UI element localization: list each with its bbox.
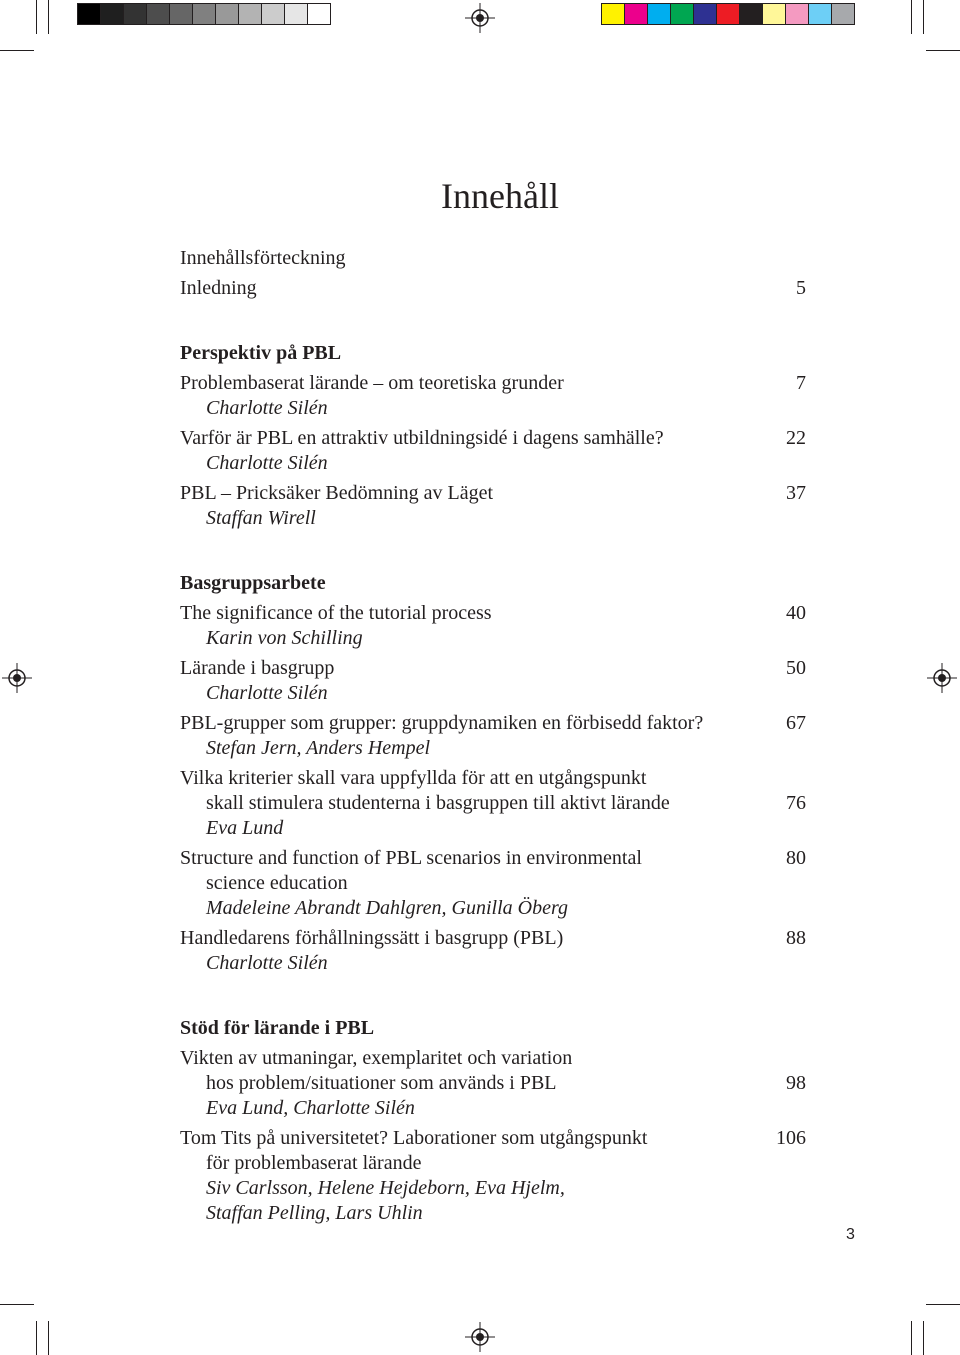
- color-bar: [601, 3, 854, 29]
- entry-title-line: [180, 481, 806, 506]
- entry-page: 40: [786, 602, 806, 624]
- entry-author: Charlotte Silén: [206, 682, 328, 704]
- registration-mark-icon: [465, 1322, 495, 1352]
- entry-title-line: [180, 871, 806, 896]
- toc-entry: [180, 711, 806, 761]
- crop-mark: [48, 1321, 49, 1355]
- entry-title-line: [180, 711, 806, 736]
- entry-title: PBL – Pricksäker Bedömning av Läget: [180, 482, 494, 504]
- toc-entry: [180, 656, 806, 706]
- page-number: 3: [846, 1226, 855, 1243]
- toc-entry: [180, 276, 806, 301]
- entry-title-line: [180, 926, 806, 951]
- toc-entry: [180, 426, 806, 476]
- crop-mark: [911, 0, 912, 34]
- crop-mark: [926, 1304, 960, 1305]
- entry-author: Stefan Jern, Anders Hempel: [206, 737, 431, 759]
- color-swatch: [261, 3, 285, 25]
- entry-page: 50: [786, 657, 806, 679]
- spacer: [180, 306, 806, 341]
- entry-title: Varför är PBL en attraktiv utbildningsidé i dagens samhälle?: [180, 427, 664, 449]
- entry-author: Staffan Wirell: [206, 507, 316, 529]
- color-swatch: [284, 3, 308, 25]
- entry-author: Charlotte Silén: [206, 397, 328, 419]
- registration-mark-icon: [927, 663, 957, 693]
- entry-page: 106: [776, 1127, 806, 1149]
- entry-page: 76: [786, 792, 806, 814]
- crop-mark: [923, 1321, 924, 1355]
- color-swatch: [808, 3, 832, 25]
- entry-title: science education: [206, 872, 348, 894]
- color-swatch: [215, 3, 239, 25]
- entry-title-line: [180, 601, 806, 626]
- crop-mark: [923, 0, 924, 34]
- entry-title: The significance of the tutorial process: [180, 602, 492, 624]
- color-swatch: [601, 3, 625, 25]
- crop-mark: [0, 1304, 34, 1305]
- section-heading: Basgruppsarbete: [180, 572, 326, 594]
- crop-mark: [36, 1321, 37, 1355]
- toc-entry: [180, 1046, 806, 1121]
- entry-page: 5: [796, 277, 806, 299]
- entry-title: Lärande i basgrupp: [180, 657, 335, 679]
- entry-title-line: [180, 846, 806, 871]
- color-swatch: [146, 3, 170, 25]
- entry-author: Eva Lund, Charlotte Silén: [206, 1097, 415, 1119]
- toc-entry: [180, 1126, 806, 1226]
- color-swatch: [831, 3, 855, 25]
- entry-page: 67: [786, 712, 806, 734]
- entry-author: Eva Lund: [206, 817, 284, 839]
- entry-title: PBL-grupper som grupper: gruppdynamiken en förbisedd faktor?: [180, 712, 704, 734]
- entry-title: hos problem/situationer som används i PBL: [206, 1072, 557, 1094]
- entry-title: Vilka kriterier skall vara uppfyllda för att en utgångspunkt: [180, 767, 647, 789]
- entry-title-line: [180, 1126, 806, 1151]
- entry-author: Charlotte Silén: [206, 952, 328, 974]
- section-heading: Stöd för lärande i PBL: [180, 1017, 375, 1039]
- toc-entry: [180, 246, 806, 271]
- entry-page: 98: [786, 1072, 806, 1094]
- color-swatch: [169, 3, 193, 25]
- toc-entry: [180, 601, 806, 651]
- spacer: [180, 981, 806, 1016]
- color-swatch: [670, 3, 694, 25]
- entry-title-line: [180, 1071, 806, 1096]
- entry-author: Karin von Schilling: [206, 627, 363, 649]
- entry-page: 22: [786, 427, 806, 449]
- entry-title-line: [180, 656, 806, 681]
- crop-mark: [911, 1321, 912, 1355]
- crop-mark: [36, 0, 37, 34]
- entry-author: Madeleine Abrandt Dahlgren, Gunilla Öberg: [206, 897, 568, 919]
- color-swatch: [785, 3, 809, 25]
- color-swatch: [238, 3, 262, 25]
- toc-entry: [180, 481, 806, 531]
- spacer: [180, 536, 806, 571]
- entry-title: Problembaserat lärande – om teoretiska grunder: [180, 372, 564, 394]
- entry-title: skall stimulera studenterna i basgruppen till aktivt lärande: [206, 792, 670, 814]
- color-swatch: [624, 3, 648, 25]
- entry-title-line: [180, 791, 806, 816]
- toc-entry: [180, 926, 806, 976]
- toc-entry: [180, 846, 806, 921]
- entry-title: Handledarens förhållningssätt i basgrupp (PBL): [180, 927, 564, 949]
- entry-title: Structure and function of PBL scenarios in environmental: [180, 847, 642, 869]
- entry-title-line: [180, 1151, 806, 1176]
- entry-author: Staffan Pelling, Lars Uhlin: [206, 1202, 423, 1224]
- table-of-contents: [180, 246, 806, 1231]
- entry-title: Inledning: [180, 277, 257, 299]
- entry-page: 37: [786, 482, 806, 504]
- color-swatch: [693, 3, 717, 25]
- page-title: Innehåll: [441, 176, 559, 216]
- color-swatch: [307, 3, 331, 25]
- crop-mark: [48, 0, 49, 34]
- color-swatch: [647, 3, 671, 25]
- entry-page: 88: [786, 927, 806, 949]
- toc-entry: [180, 371, 806, 421]
- entry-title: Vikten av utmaningar, exemplaritet och variation: [180, 1047, 573, 1069]
- entry-page: 80: [786, 847, 806, 869]
- entry-title-line: [180, 1046, 806, 1071]
- grayscale-bar: [77, 3, 330, 29]
- color-swatch: [77, 3, 101, 25]
- section-heading: Perspektiv på PBL: [180, 342, 342, 364]
- crop-mark: [0, 50, 34, 51]
- entry-title: Tom Tits på universitetet? Laborationer som utgångspunkt: [180, 1127, 648, 1149]
- entry-title-line: [180, 371, 806, 396]
- toc-entry: [180, 766, 806, 841]
- color-swatch: [716, 3, 740, 25]
- entry-page: 7: [796, 372, 806, 394]
- entry-title-line: [180, 766, 806, 791]
- crop-mark: [926, 50, 960, 51]
- entry-title: för problembaserat lärande: [206, 1152, 422, 1174]
- entry-title: Innehållsförteckning: [180, 247, 346, 269]
- color-swatch: [123, 3, 147, 25]
- registration-mark-icon: [2, 663, 32, 693]
- entry-title-line: [180, 426, 806, 451]
- color-swatch: [192, 3, 216, 25]
- color-swatch: [739, 3, 763, 25]
- color-swatch: [762, 3, 786, 25]
- entry-author: Charlotte Silén: [206, 452, 328, 474]
- color-swatch: [100, 3, 124, 25]
- registration-mark-icon: [465, 3, 495, 33]
- entry-author: Siv Carlsson, Helene Hejdeborn, Eva Hjelm,: [206, 1177, 565, 1199]
